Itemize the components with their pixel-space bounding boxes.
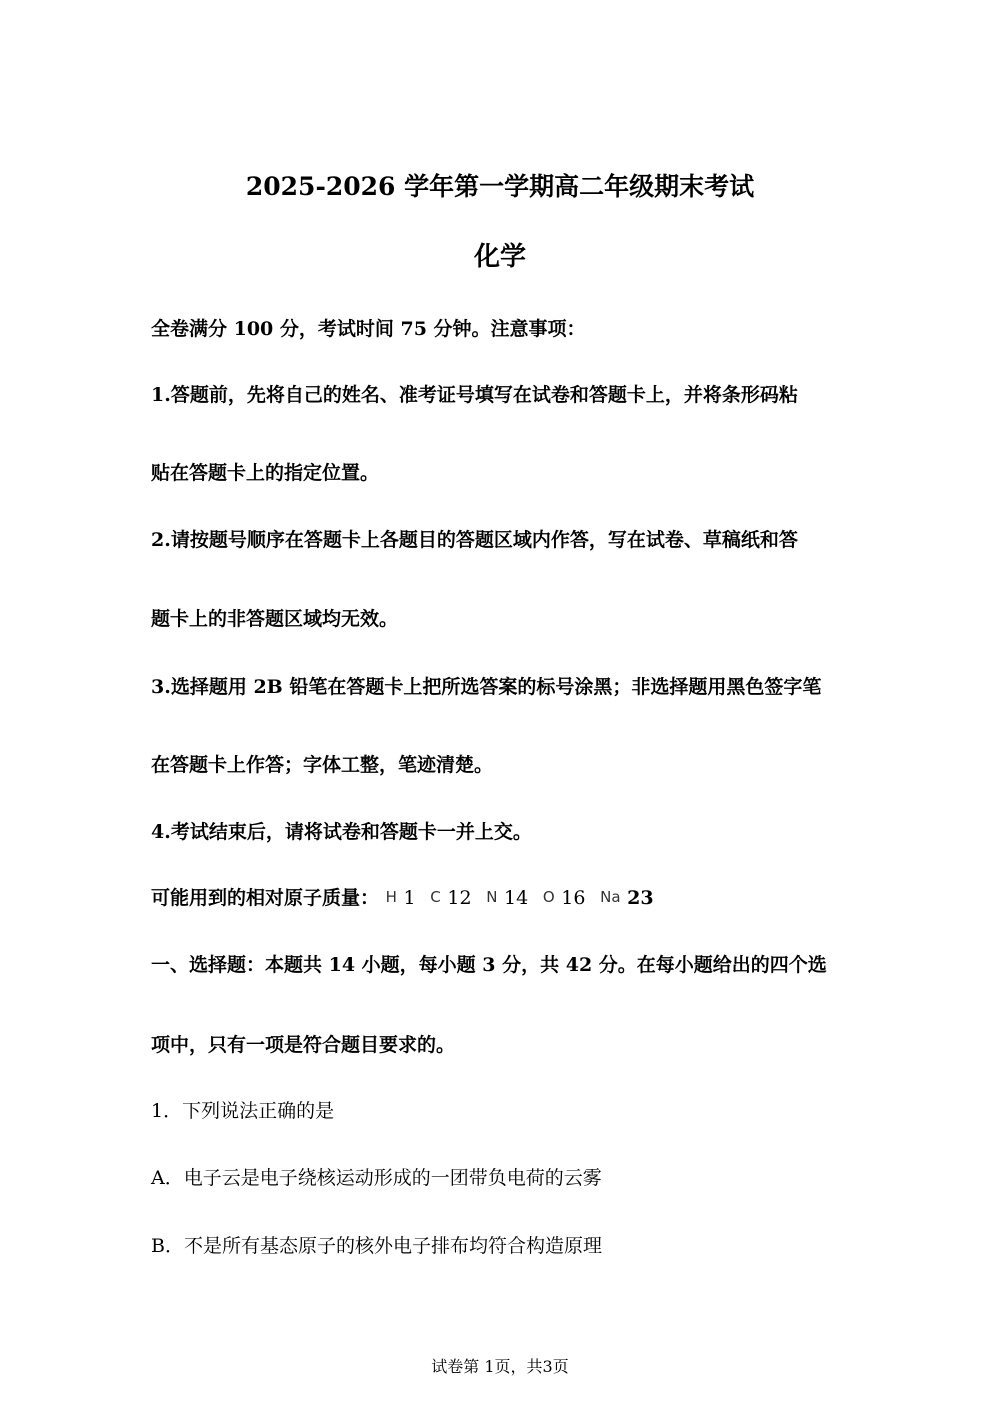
element-na — [600, 887, 654, 909]
section-1-heading-line-1: 一、选择题：本题共 14 小题，每小题 3 分，共 42 分。在每小题给出的四个选 — [151, 954, 827, 976]
element-symbol: Na — [600, 888, 621, 906]
atomic-masses-label: 可能用到的相对原子质量： — [151, 887, 380, 909]
element-mass: 14 — [504, 887, 529, 909]
element-o — [543, 887, 586, 909]
element-mass: 16 — [561, 887, 586, 909]
element-c — [430, 887, 471, 909]
instruction-1-line-1: 1.答题前，先将自己的姓名、准考证号填写在试卷和答题卡上，并将条形码粘 — [151, 384, 798, 406]
element-mass: 23 — [627, 887, 654, 909]
element-symbol: O — [542, 888, 555, 906]
instruction-2-line-2: 题卡上的非答题区域均无效。 — [151, 608, 399, 630]
element-h — [386, 887, 416, 909]
element-symbol: H — [385, 888, 397, 906]
instruction-2-line-1: 2.请按题号顺序在答题卡上各题目的答题区域内作答，写在试卷、草稿纸和答 — [151, 529, 798, 551]
instruction-3-line-2: 在答题卡上作答；字体工整，笔迹清楚。 — [151, 754, 494, 776]
element-n — [486, 887, 528, 909]
section-1-heading-line-2: 项中，只有一项是符合题目要求的。 — [151, 1034, 456, 1056]
atomic-masses-line — [151, 889, 662, 908]
instruction-3-line-1: 3.选择题用 2B 铅笔在答题卡上把所选答案的标号涂黑；非选择题用黑色签字笔 — [151, 676, 822, 698]
exam-subject: 化学 — [473, 242, 526, 272]
instructions-intro: 全卷满分 100 分，考试时间 75 分钟。注意事项： — [151, 318, 586, 340]
element-symbol: C — [430, 888, 441, 906]
exam-title: 2025-2026 学年第一学期高二年级期末考试 — [245, 172, 755, 201]
element-mass: 12 — [447, 887, 472, 909]
question-1-option-a: A．电子云是电子绕核运动形成的一团带负电荷的云雾 — [151, 1167, 602, 1189]
element-mass: 1 — [403, 887, 416, 909]
page-footer: 试卷第 1页，共3页 — [431, 1357, 569, 1376]
question-1-option-b: B．不是所有基态原子的核外电子排布均符合构造原理 — [151, 1235, 602, 1257]
question-1-stem: 1．下列说法正确的是 — [151, 1100, 335, 1122]
element-symbol: N — [486, 888, 498, 906]
instruction-1-line-2: 贴在答题卡上的指定位置。 — [151, 462, 380, 484]
instruction-4: 4.考试结束后，请将试卷和答题卡一并上交。 — [151, 821, 532, 843]
